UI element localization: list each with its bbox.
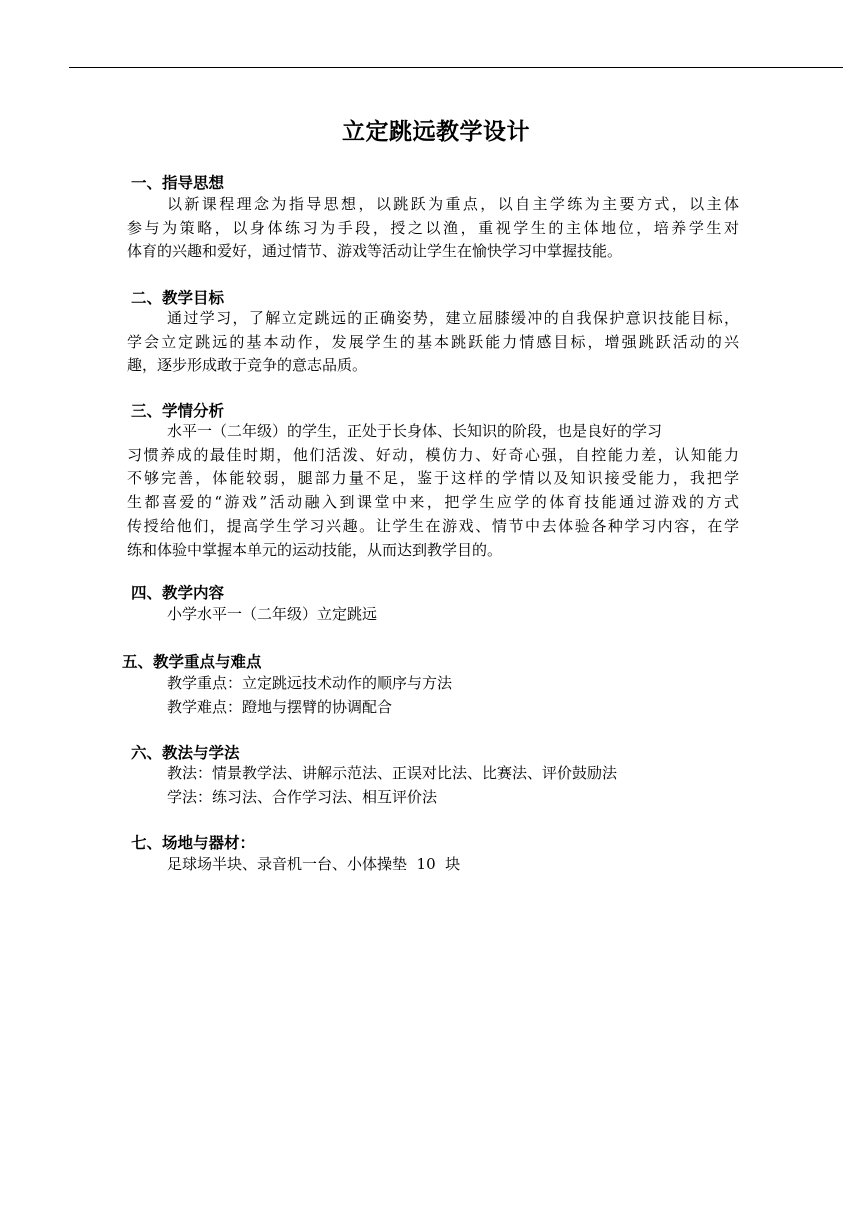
paragraph-line: 教法：情景教学法、讲解示范法、正误对比法、比赛法、评价鼓励法	[167, 764, 618, 782]
section-heading-guiding-ideology: 一、指导思想	[131, 174, 225, 192]
section-body-venue-equipment	[127, 853, 739, 877]
section-body-learner-analysis	[127, 420, 739, 562]
paragraph-line: 足球场半块、录音机一台、小体操垫 10 块	[167, 855, 461, 873]
section-body-teaching-content	[127, 603, 739, 627]
section-heading-learner-analysis: 三、学情分析	[131, 402, 225, 420]
paragraph-line: 学会立定跳远的基本动作，发展学生的基本跳跃能力情感目标，增强跳跃活动的兴	[127, 332, 739, 351]
paragraph-line: 生都喜爱的“游戏”活动融入到课堂中来，把学生应学的体育技能通过游戏的方式	[127, 493, 739, 512]
paragraph-line: 水平一（二年级）的学生，正处于长身体、长知识的阶段，也是良好的学习	[167, 422, 663, 440]
section-heading-methods: 六、教法与学法	[131, 744, 240, 762]
document-title: 立定跳远教学设计	[342, 119, 530, 145]
paragraph-line: 教学难点：蹬地与摆臂的协调配合	[167, 697, 393, 716]
section-heading-venue-equipment: 七、场地与器材：	[131, 834, 256, 852]
paragraph-line: 小学水平一（二年级）立定跳远	[167, 605, 378, 623]
paragraph-line: 以新课程理念为指导思想，以跳跃为重点，以自主学练为主要方式，以主体	[167, 195, 739, 213]
section-heading-teaching-content: 四、教学内容	[131, 584, 225, 602]
paragraph-line: 趣，逐步形成敢于竞争的意志品质。	[127, 356, 368, 375]
section-body-guiding-ideology	[127, 193, 739, 264]
paragraph-line: 教学重点：立定跳远技术动作的顺序与方法	[167, 674, 453, 692]
section-body-key-points	[127, 672, 739, 719]
paragraph-line: 体育的兴趣和爱好，通过情节、游戏等活动让学生在愉快学习中掌握技能。	[127, 242, 623, 261]
paragraph-line: 习惯养成的最佳时期，他们活泼、好动，模仿力、好奇心强，自控能力差，认知能力	[127, 445, 739, 464]
header-rule	[69, 67, 843, 68]
paragraph-line: 传授给他们，提高学生学习兴趣。让学生在游戏、情节中去体验各种学习内容，在学	[127, 516, 739, 535]
paragraph-line: 参与为策略，以身体练习为手段，授之以渔，重视学生的主体地位，培养学生对	[127, 218, 739, 237]
paragraph-line: 不够完善，体能较弱，腿部力量不足，鉴于这样的学情以及知识接受能力，我把学	[127, 469, 739, 488]
section-body-teaching-objectives	[127, 307, 739, 378]
paragraph-line: 学法：练习法、合作学习法、相互评价法	[167, 787, 438, 806]
section-heading-key-points: 五、教学重点与难点	[122, 653, 262, 671]
paragraph-line: 通过学习，了解立定跳远的正确姿势，建立屈膝缓冲的自我保护意识技能目标，	[167, 309, 739, 327]
section-body-methods	[127, 762, 739, 809]
section-heading-teaching-objectives: 二、教学目标	[131, 289, 225, 307]
paragraph-line: 练和体验中掌握本单元的运动技能，从而达到教学目的。	[127, 540, 503, 559]
